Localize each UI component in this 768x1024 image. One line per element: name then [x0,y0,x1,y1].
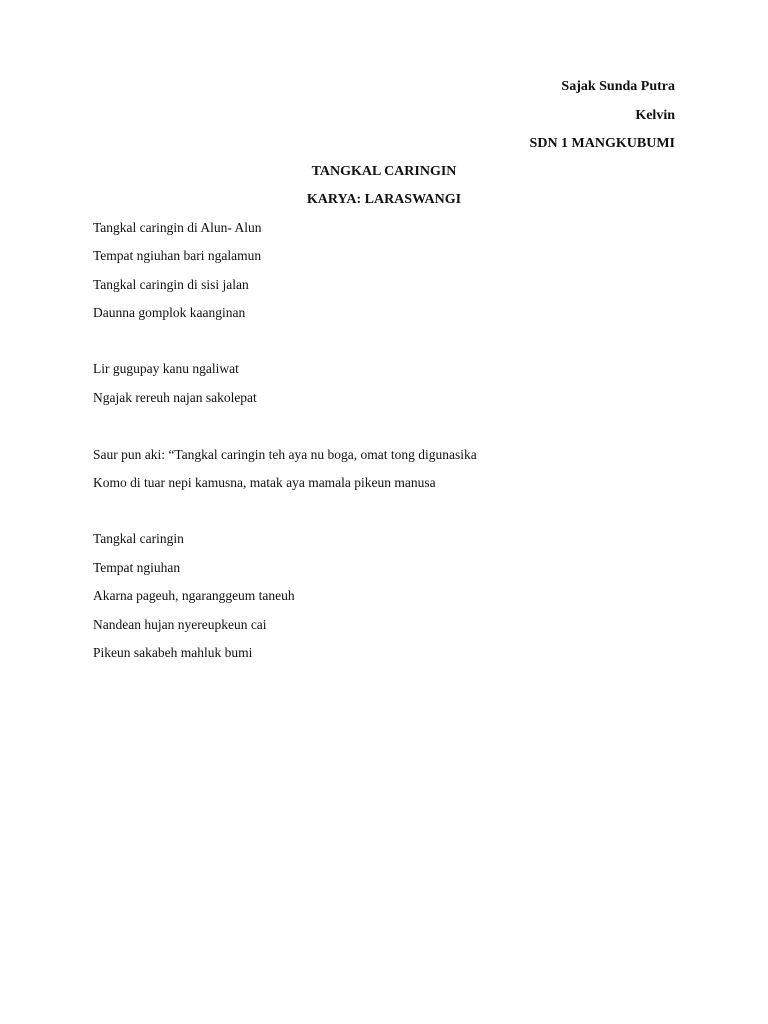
poem-line: Ngajak rereuh najan sakolepat [93,390,257,405]
poem-line: Lir gugupay kanu ngaliwat [93,361,239,376]
poem-line: Tangkal caringin [93,531,184,546]
poem-byline: KARYA: LARASWANGI [306,192,462,207]
poem-line: Tempat ngiuhan [93,560,181,575]
header-author: Kelvin [635,108,675,123]
poem-line: Saur pun aki: “Tangkal caringin teh aya nu boga, omat tong digunasika [93,447,477,462]
poem-line: Tangkal caringin di sisi jalan [93,277,249,292]
poem-line: Nandean hujan nyereupkeun cai [93,617,267,632]
poem-title: TANGKAL CARINGIN [311,164,457,179]
header-school: SDN 1 MANGKUBUMI [529,136,675,151]
poem-line: Daunna gomplok kaanginan [93,305,246,320]
poem-line: Pikeun sakabeh mahluk bumi [93,645,253,660]
header-title: Sajak Sunda Putra [561,79,675,94]
poem-line: Tempat ngiuhan bari ngalamun [93,248,262,263]
poem-line: Akarna pageuh, ngaranggeum taneuh [93,588,295,603]
poem-line: Tangkal caringin di Alun- Alun [93,220,262,235]
poem-line: Komo di tuar nepi kamusna, matak aya mamala pikeun manusa [93,475,436,490]
